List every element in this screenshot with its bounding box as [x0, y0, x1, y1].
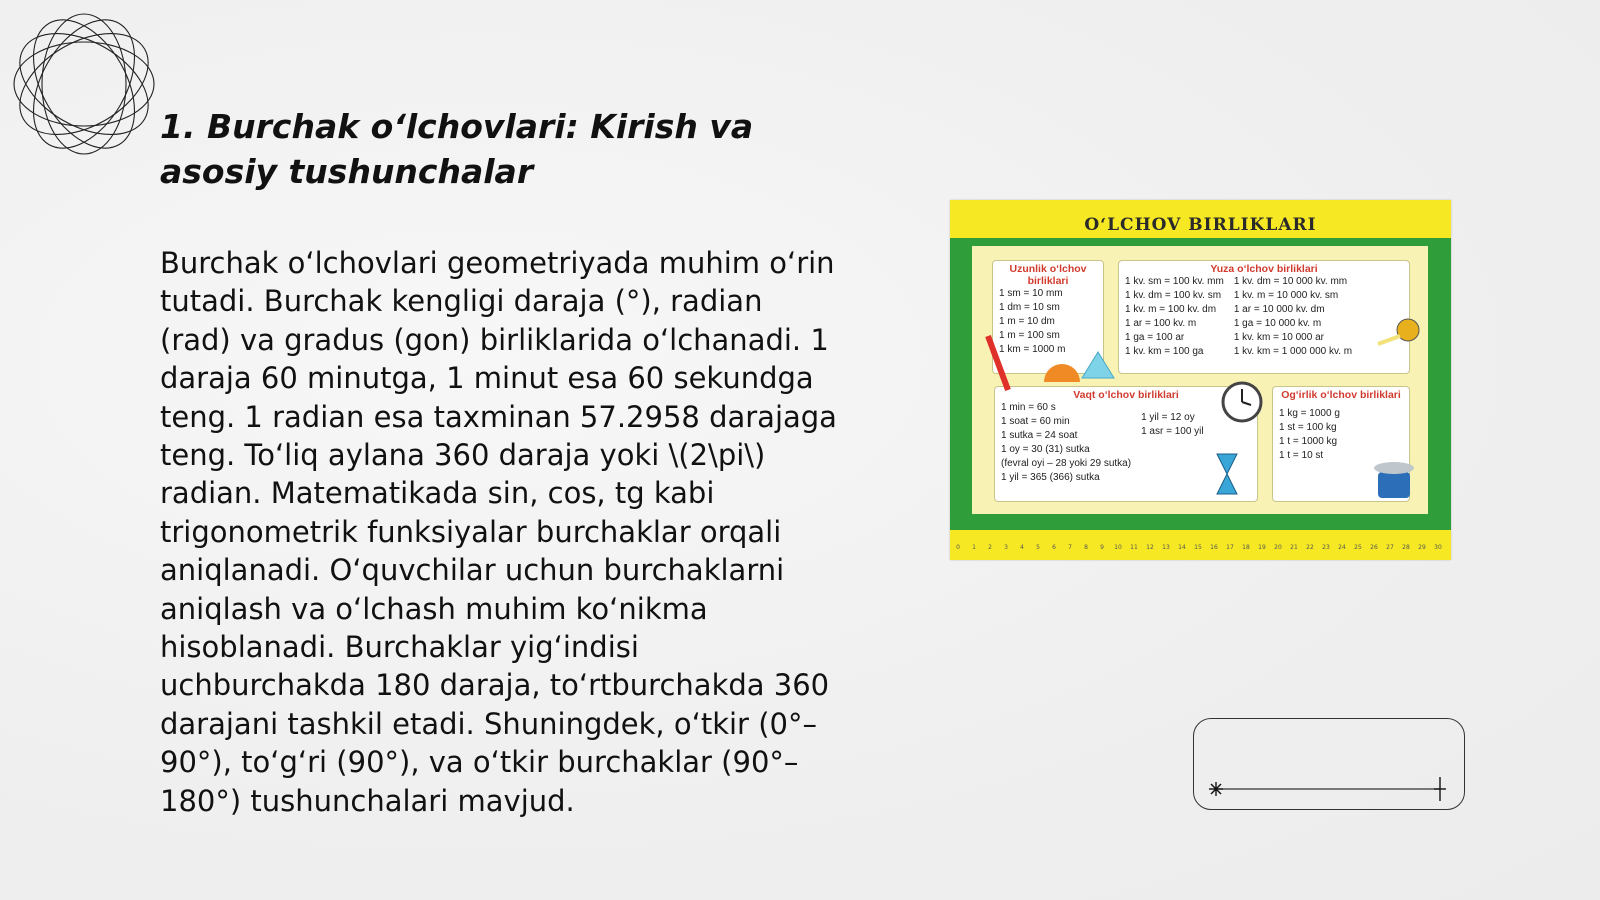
length-row: 1 sm = 10 mm — [999, 288, 1063, 299]
time-row: 1 sutka = 24 soat — [1001, 430, 1078, 441]
ruler-tick-label: 7 — [1068, 544, 1072, 551]
length-row: 1 m = 10 dm — [999, 316, 1055, 327]
triangle-ruler-icon — [1080, 350, 1116, 380]
time-row: 1 yil = 12 oy — [1141, 412, 1195, 423]
tape-measure-icon — [1376, 316, 1422, 348]
ruler-tick-label: 2 — [988, 544, 992, 551]
ruler-tick-label: 29 — [1418, 544, 1426, 551]
time-row: 1 oy = 30 (31) sutka — [1001, 444, 1090, 455]
poster-panel — [972, 246, 1428, 514]
poster-ruler — [950, 530, 1451, 560]
time-row: 1 soat = 60 min — [1001, 416, 1070, 427]
ruler-tick-label: 23 — [1322, 544, 1330, 551]
protractor-icon — [1042, 358, 1082, 384]
ruler-tick-label: 12 — [1146, 544, 1154, 551]
hourglass-icon — [1214, 452, 1240, 496]
area-row: 1 kv. km = 100 ga — [1125, 346, 1204, 357]
ruler-tick-label: 14 — [1178, 544, 1186, 551]
area-row: 1 kv. dm = 10 000 kv. mm — [1233, 276, 1348, 287]
ruler-tick-label: 16 — [1210, 544, 1218, 551]
time-row: 1 yil = 365 (366) sutka — [1001, 472, 1100, 483]
spirograph-logo-icon — [8, 8, 160, 160]
ruler-tick-label: 24 — [1338, 544, 1346, 551]
weight-units-title: Og‘irlik o‘lchov birliklari — [1281, 389, 1401, 401]
ruler-tick-label: 8 — [1084, 544, 1088, 551]
ruler-tick-label: 20 — [1274, 544, 1282, 551]
ruler-tick-label: 13 — [1162, 544, 1170, 551]
length-row: 1 m = 100 sm — [999, 330, 1060, 341]
decorative-card — [1193, 718, 1465, 810]
scale-icon — [1372, 458, 1416, 500]
length-row: 1 dm = 10 sm — [999, 302, 1060, 313]
slider-line-icon — [1194, 719, 1466, 811]
ruler-tick-label: 3 — [1004, 544, 1008, 551]
units-poster-image — [950, 200, 1451, 560]
area-row: 1 ar = 100 kv. m — [1125, 318, 1197, 329]
ruler-tick-label: 4 — [1020, 544, 1024, 551]
weight-row: 1 t = 10 st — [1279, 450, 1324, 461]
slide-title: 1. Burchak o‘lchovlari: Kirish va asosiy tushunchalar — [160, 107, 754, 191]
time-row: 1 min = 60 s — [1001, 402, 1056, 413]
ruler-tick-label: 30 — [1434, 544, 1442, 551]
ruler-tick-label: 17 — [1226, 544, 1234, 551]
area-row: 1 kv. sm = 100 kv. mm — [1125, 276, 1224, 287]
time-units-title: Vaqt o‘lchov birliklari — [1073, 389, 1179, 401]
time-row: 1 asr = 100 yil — [1141, 426, 1204, 437]
red-pencil-icon — [984, 334, 1014, 394]
length-units-title: Uzunlik o‘lchov birliklari — [1009, 263, 1087, 287]
time-row: (fevral oyi – 28 yoki 29 sutka) — [1001, 458, 1132, 469]
ruler-tick-label: 11 — [1130, 544, 1138, 551]
area-row: 1 kv. m = 100 kv. dm — [1125, 304, 1217, 315]
ruler-tick-label: 21 — [1290, 544, 1298, 551]
ruler-tick-label: 1 — [972, 544, 976, 551]
ruler-tick-label: 26 — [1370, 544, 1378, 551]
ruler-tick-label: 9 — [1100, 544, 1104, 551]
length-row: 1 km = 1000 m — [999, 344, 1066, 355]
ruler-tick-label: 22 — [1306, 544, 1314, 551]
ruler-tick-label: 19 — [1258, 544, 1266, 551]
ruler-tick-label: 10 — [1114, 544, 1122, 551]
area-row: 1 ga = 10 000 kv. m — [1233, 318, 1322, 329]
ruler-tick-label: 5 — [1036, 544, 1040, 551]
weight-row: 1 t = 1000 kg — [1279, 436, 1338, 447]
area-row: 1 kv. km = 1 000 000 kv. m — [1233, 346, 1353, 357]
weight-row: 1 st = 100 kg — [1279, 422, 1337, 433]
ruler-tick-label: 18 — [1242, 544, 1250, 551]
area-row: 1 kv. km = 10 000 ar — [1233, 332, 1324, 343]
ruler-tick-label: 28 — [1402, 544, 1410, 551]
ruler-tick-label: 25 — [1354, 544, 1362, 551]
slide-body-text: Burchak o‘lchovlari geometriyada muhim o‘rin tutadi. Burchak kengligi daraja (°), radian (rad) va gradus (gon) birliklarida o‘lchanadi. 1 daraja 60 minutga, 1 minut esa 60 sekundga teng. 1 radian esa taxminan 57.2958 darajaga teng. To‘liq aylana 360 daraja yoki \(2\pi\) radian. Matematikada sin, cos, tg kabi trigonometrik funksiyalar burchaklar orqali aniqlanadi. O‘quvchilar uchun burchaklarni aniqlash va o‘lchash muhim ko‘nikma hisoblanadi. Burchaklar yig‘indisi uchburchakda 180 daraja, to‘rtburchakda 360 darajani tashkil etadi. Shuningdek, o‘tkir (0°–90°), to‘g‘ri (90°), va o‘tkir burchaklar (90°–180°) tushunchalari mavjud. — [160, 246, 837, 818]
poster-heading: O‘LCHOV BIRLIKLARI — [950, 200, 1451, 238]
ruler-tick-label: 6 — [1052, 544, 1056, 551]
area-row: 1 kv. dm = 100 kv. sm — [1125, 290, 1222, 301]
area-row: 1 kv. m = 10 000 kv. sm — [1233, 290, 1339, 301]
ruler-tick-label: 0 — [956, 544, 960, 551]
area-units-box — [1118, 260, 1410, 374]
area-units-title: Yuza o‘lchov birliklari — [1210, 263, 1318, 275]
area-row: 1 ga = 100 ar — [1125, 332, 1185, 343]
clock-icon — [1220, 380, 1264, 424]
weight-row: 1 kg = 1000 g — [1279, 408, 1340, 419]
ruler-tick-label: 27 — [1386, 544, 1394, 551]
area-row: 1 ar = 10 000 kv. dm — [1233, 304, 1325, 315]
ruler-tick-label: 15 — [1194, 544, 1202, 551]
